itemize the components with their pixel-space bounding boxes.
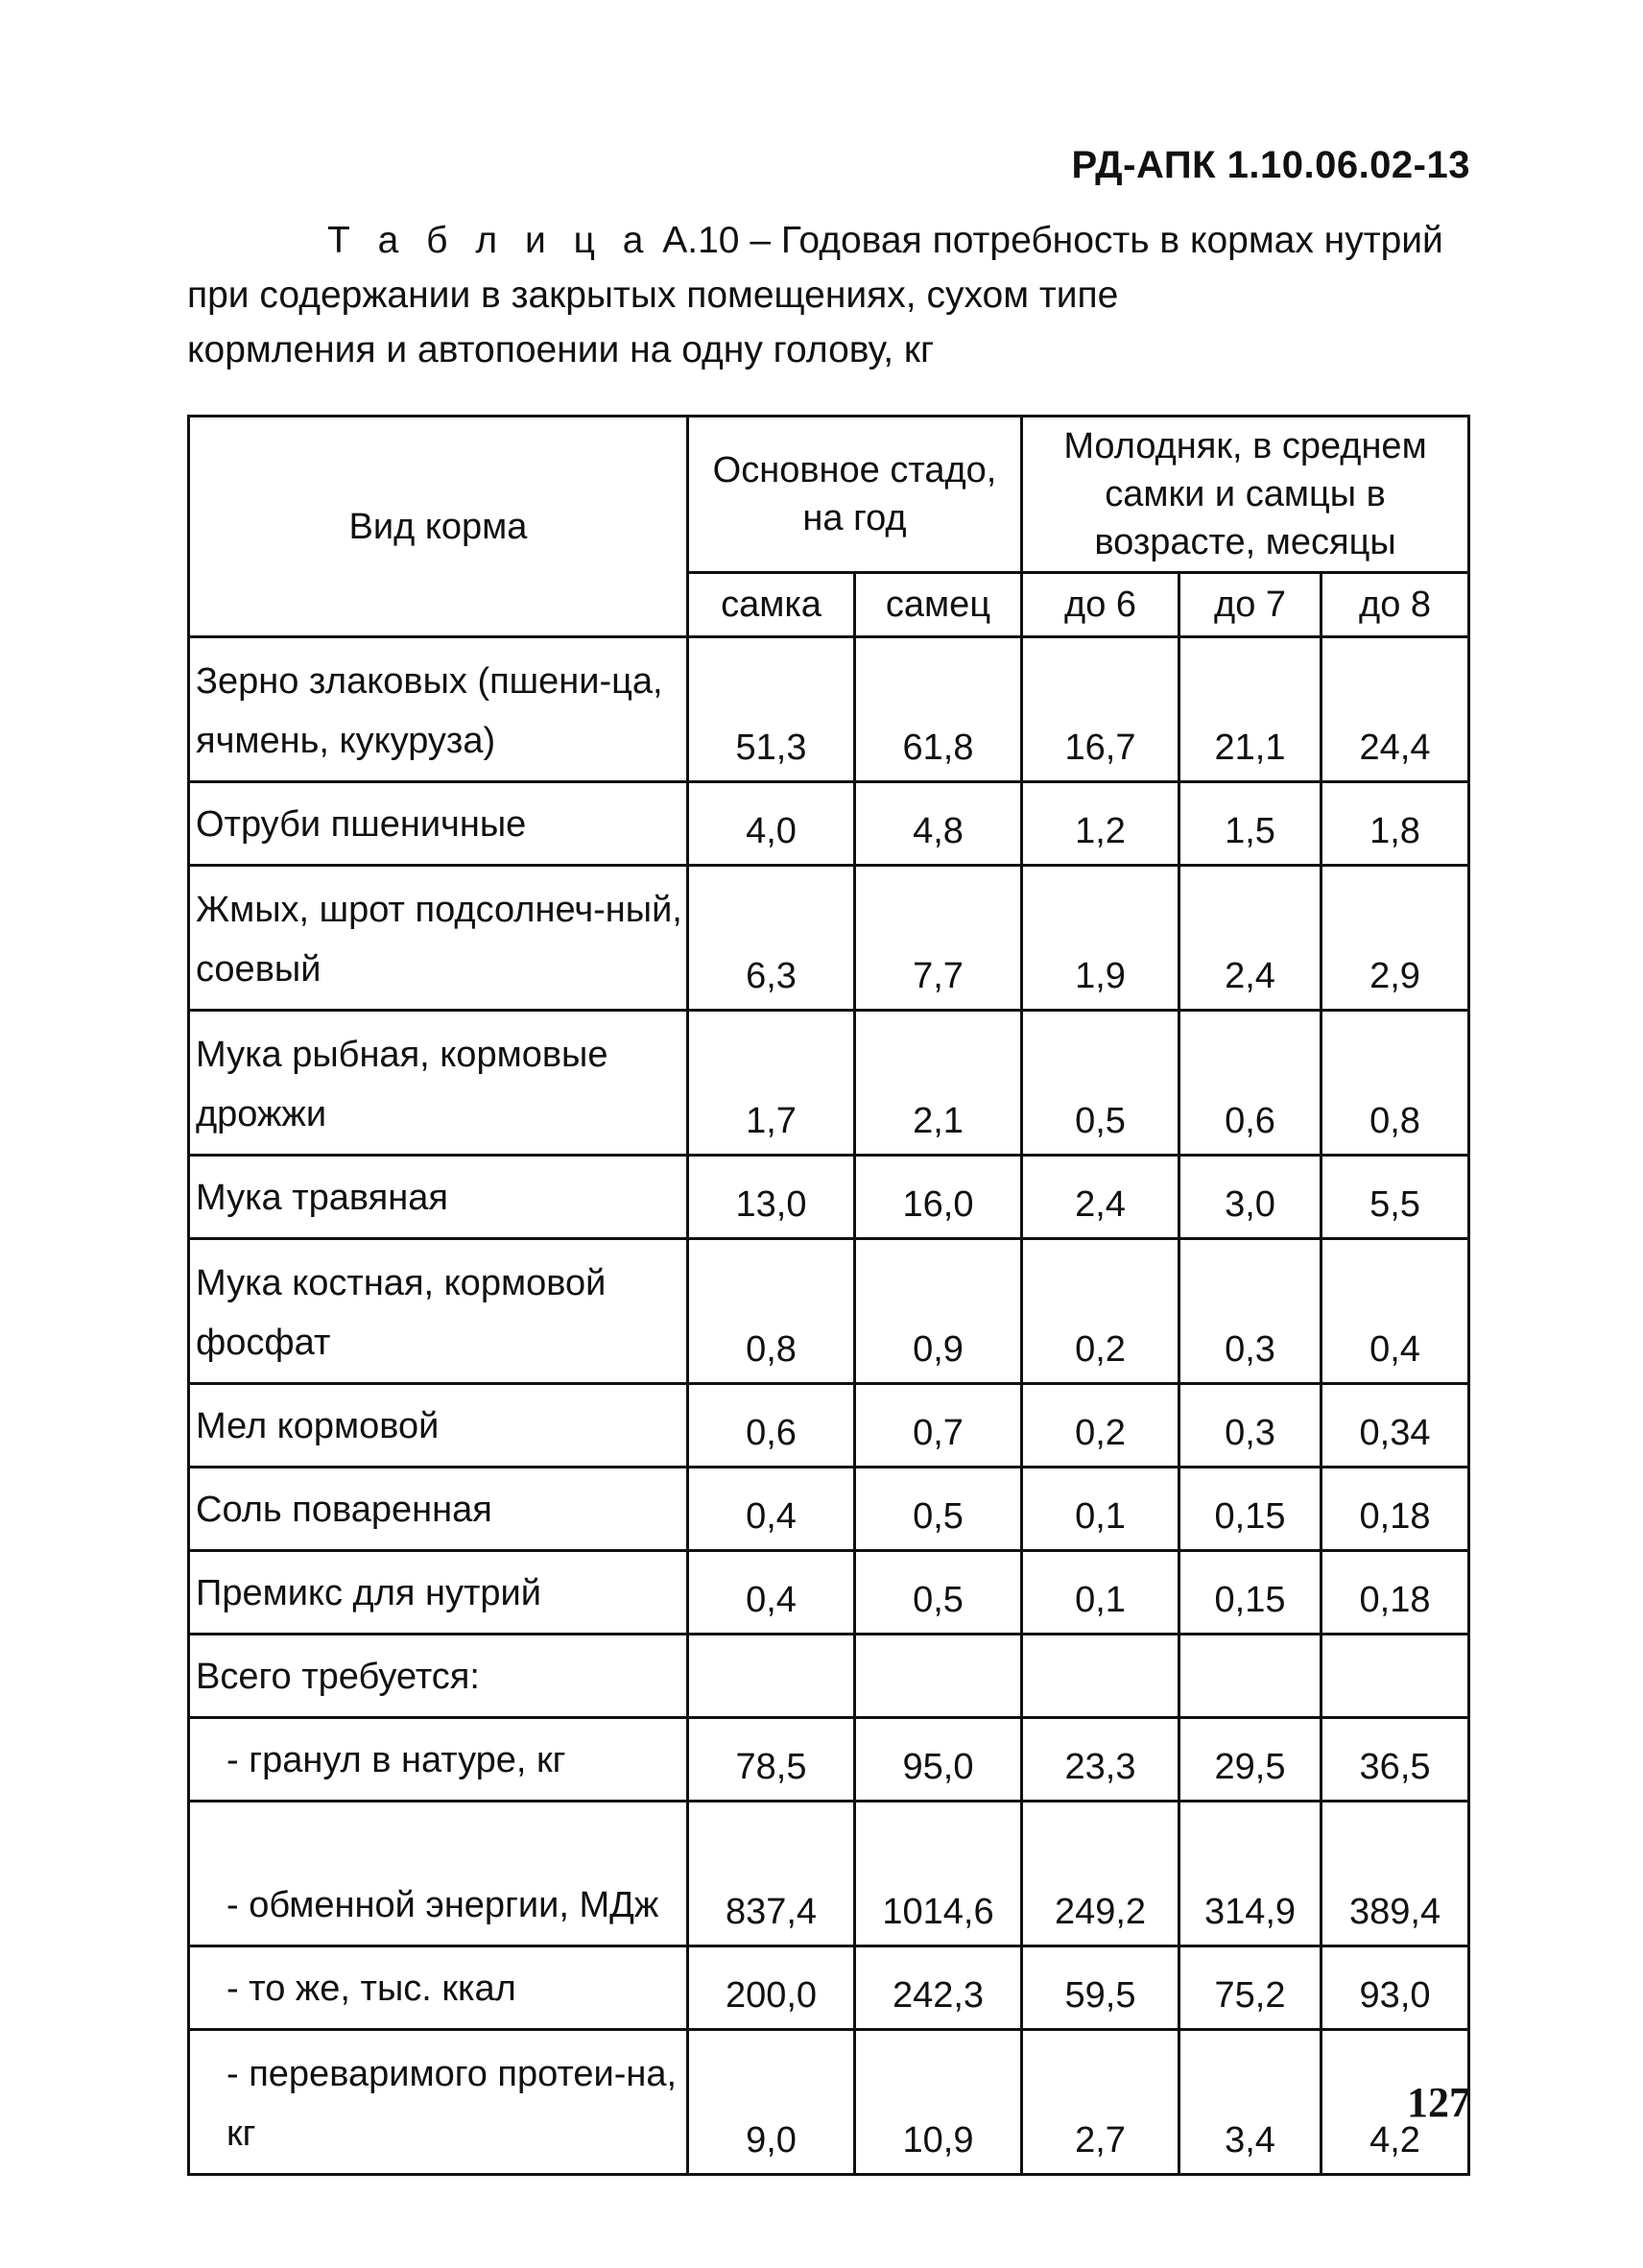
cell-upto-6: 2,7 (1022, 2030, 1179, 2175)
cell-female: 1,7 (688, 1011, 855, 1156)
cell-female: 78,5 (688, 1718, 855, 1802)
cell-upto-8: 36,5 (1322, 1718, 1469, 1802)
cell-upto-7: 3,0 (1179, 1156, 1322, 1239)
table-row (189, 2030, 1469, 2175)
cell-male: 10,9 (855, 2030, 1022, 2175)
cell-female: 0,4 (688, 1468, 855, 1551)
cell-male (855, 1635, 1022, 1718)
row-label: Мука рыбная, кормовые дрожжи (189, 1011, 688, 1156)
cell-male: 16,0 (855, 1156, 1022, 1239)
cell-upto-7: 3,4 (1179, 2030, 1322, 2175)
caption-line-3: кормления и автопоении на одну голову, кг (187, 329, 935, 370)
cell-female (688, 1635, 855, 1718)
cell-upto-8: 389,4 (1322, 1802, 1469, 1946)
cell-female: 13,0 (688, 1156, 855, 1239)
document-code: РД-АПК 1.10.06.02-13 (1071, 144, 1470, 186)
cell-upto-7: 0,15 (1179, 1551, 1322, 1635)
cell-upto-6: 0,2 (1022, 1239, 1179, 1384)
cell-upto-8: 0,8 (1322, 1011, 1469, 1156)
table-row (189, 1946, 1469, 2030)
cell-male: 0,5 (855, 1468, 1022, 1551)
header-young: Молодняк, в среднем самки и самцы в возрасте, месяцы (1022, 417, 1469, 573)
cell-male: 61,8 (855, 637, 1022, 782)
caption-title: А.10 – Годовая потребность в кормах нутрий (652, 220, 1443, 261)
cell-upto-6: 23,3 (1022, 1718, 1179, 1802)
cell-female: 837,4 (688, 1802, 855, 1946)
cell-upto-7: 21,1 (1179, 637, 1322, 782)
cell-upto-8: 4,2 (1322, 2030, 1469, 2175)
header-male: самец (855, 573, 1022, 637)
cell-male: 0,9 (855, 1239, 1022, 1384)
cell-upto-6: 0,2 (1022, 1384, 1179, 1468)
cell-male: 2,1 (855, 1011, 1022, 1156)
caption-line-1 (187, 213, 1464, 268)
table-row (189, 1635, 1469, 1718)
cell-upto-8 (1322, 1635, 1469, 1718)
row-label: - обменной энергии, МДж (189, 1802, 688, 1946)
row-label-text: Зерно злаковых (пшени-ца, ячмень, кукуруза) (196, 661, 663, 761)
cell-upto-8: 5,5 (1322, 1156, 1469, 1239)
cell-upto-7 (1179, 1635, 1322, 1718)
table-row (189, 1011, 1469, 1156)
cell-female: 51,3 (688, 637, 855, 782)
table-row (189, 1468, 1469, 1551)
table-row (189, 782, 1469, 866)
row-label: Всего требуется: (189, 1635, 688, 1718)
cell-upto-6 (1022, 1635, 1179, 1718)
cell-female: 6,3 (688, 866, 855, 1011)
table-row (189, 1718, 1469, 1802)
table-header-row (189, 417, 1469, 573)
cell-male: 1014,6 (855, 1802, 1022, 1946)
cell-male: 0,5 (855, 1551, 1022, 1635)
cell-upto-8: 93,0 (1322, 1946, 1469, 2030)
table-row (189, 637, 1469, 782)
cell-upto-7: 0,3 (1179, 1239, 1322, 1384)
cell-upto-6: 0,5 (1022, 1011, 1179, 1156)
table-row (189, 1156, 1469, 1239)
row-label: Отруби пшеничные (189, 782, 688, 866)
cell-male: 0,7 (855, 1384, 1022, 1468)
header-upto-6: до 6 (1022, 573, 1179, 637)
cell-upto-7: 0,3 (1179, 1384, 1322, 1468)
cell-upto-7: 0,15 (1179, 1468, 1322, 1551)
row-label: Мука травяная (189, 1156, 688, 1239)
cell-upto-8: 1,8 (1322, 782, 1469, 866)
table-row (189, 1802, 1469, 1946)
cell-upto-6: 16,7 (1022, 637, 1179, 782)
row-label: Мел кормовой (189, 1384, 688, 1468)
cell-female: 0,8 (688, 1239, 855, 1384)
row-label (189, 637, 688, 782)
header-upto-7: до 7 (1179, 573, 1322, 637)
cell-upto-8: 0,18 (1322, 1468, 1469, 1551)
cell-upto-6: 1,2 (1022, 782, 1179, 866)
table-row (189, 866, 1469, 1011)
cell-upto-8: 0,18 (1322, 1551, 1469, 1635)
caption-line-2: при содержании в закрытых помещениях, сухом типе (187, 275, 1119, 316)
header-main-herd: Основное стадо, на год (688, 417, 1022, 573)
cell-upto-6: 1,9 (1022, 866, 1179, 1011)
table-row (189, 1239, 1469, 1384)
cell-female: 200,0 (688, 1946, 855, 2030)
cell-upto-6: 59,5 (1022, 1946, 1179, 2030)
cell-upto-8: 0,4 (1322, 1239, 1469, 1384)
header-female: самка (688, 573, 855, 637)
cell-upto-6: 0,1 (1022, 1468, 1179, 1551)
cell-upto-8: 2,9 (1322, 866, 1469, 1011)
cell-upto-7: 29,5 (1179, 1718, 1322, 1802)
cell-upto-7: 75,2 (1179, 1946, 1322, 2030)
row-label: - переваримого протеи-на, кг (189, 2030, 688, 2175)
row-label: Жмых, шрот подсолнеч-ный, соевый (189, 866, 688, 1011)
header-feed-type: Вид корма (189, 417, 688, 637)
header-upto-8: до 8 (1322, 573, 1469, 637)
table-caption (187, 213, 1464, 377)
cell-female: 4,0 (688, 782, 855, 866)
table-row (189, 1384, 1469, 1468)
cell-upto-7: 0,6 (1179, 1011, 1322, 1156)
cell-upto-7: 2,4 (1179, 866, 1322, 1011)
table-row (189, 1551, 1469, 1635)
cell-upto-8: 24,4 (1322, 637, 1469, 782)
row-label: Премикс для нутрий (189, 1551, 688, 1635)
cell-female: 9,0 (688, 2030, 855, 2175)
row-label: Соль поваренная (189, 1468, 688, 1551)
row-label: Мука костная, кормовой фосфат (189, 1239, 688, 1384)
cell-male: 4,8 (855, 782, 1022, 866)
cell-male: 95,0 (855, 1718, 1022, 1802)
cell-upto-6: 2,4 (1022, 1156, 1179, 1239)
row-label: - гранул в натуре, кг (189, 1718, 688, 1802)
cell-female: 0,6 (688, 1384, 855, 1468)
cell-upto-8: 0,34 (1322, 1384, 1469, 1468)
cell-upto-7: 1,5 (1179, 782, 1322, 866)
cell-upto-6: 0,1 (1022, 1551, 1179, 1635)
cell-male: 242,3 (855, 1946, 1022, 2030)
row-label: - то же, тыс. ккал (189, 1946, 688, 2030)
cell-male: 7,7 (855, 866, 1022, 1011)
cell-upto-7: 314,9 (1179, 1802, 1322, 1946)
caption-prefix: Т а б л и ц а (327, 220, 653, 261)
cell-female: 0,4 (688, 1551, 855, 1635)
feed-requirements-table (187, 415, 1470, 2176)
page-number: 127 (1407, 2079, 1470, 2126)
cell-upto-6: 249,2 (1022, 1802, 1179, 1946)
